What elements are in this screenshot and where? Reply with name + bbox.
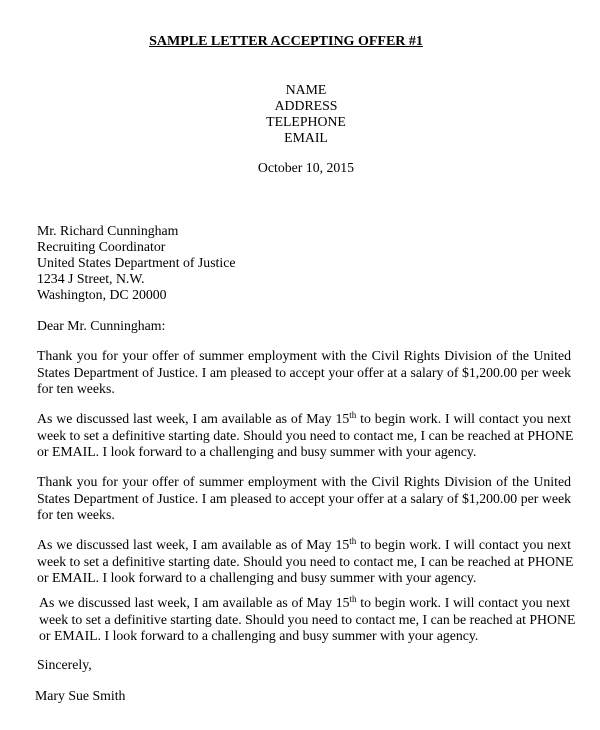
sender-telephone: TELEPHONE xyxy=(266,114,346,129)
paragraph-line: As we discussed last week, I am available as of May 15th to begin work. I will contact you next xyxy=(39,594,571,610)
salutation: Dear Mr. Cunningham: xyxy=(37,318,166,333)
paragraph-line: States Department of Justice. I am pleased to accept your offer at a salary of $1,200.00 per week xyxy=(37,364,571,380)
offer-paragraph-2 xyxy=(37,474,571,524)
signature-name: Mary Sue Smith xyxy=(35,688,126,703)
offer-paragraph-1 xyxy=(37,348,571,398)
recipient-name: Mr. Richard Cunningham xyxy=(37,223,179,238)
paragraph-line: for ten weeks. xyxy=(37,381,115,396)
recipient-street: 1234 J Street, N.W. xyxy=(37,271,145,286)
paragraph-line: As we discussed last week, I am available as of May 15th to begin work. I will contact you next xyxy=(37,410,572,426)
availability-paragraph-1 xyxy=(37,410,574,461)
paragraph-line: week to set a definitive starting date. Should you need to contact me, I can be reached at PHONE xyxy=(37,427,574,443)
letter-title: SAMPLE LETTER ACCEPTING OFFER #1 xyxy=(149,34,423,49)
paragraph-line: or EMAIL. I look forward to a challenging and busy summer with your agency. xyxy=(37,570,477,585)
recipient-org: United States Department of Justice xyxy=(37,255,236,270)
recipient-city: Washington, DC 20000 xyxy=(37,287,167,302)
paragraph-line: As we discussed last week, I am available as of May 15th to begin work. I will contact you next xyxy=(37,536,572,552)
paragraph-line: week to set a definitive starting date. Should you need to contact me, I can be reached at PHONE xyxy=(39,611,576,627)
sender-address: ADDRESS xyxy=(274,98,338,113)
sender-name: NAME xyxy=(285,82,327,97)
paragraph-line: Thank you for your offer of summer employment with the Civil Rights Division of the United xyxy=(37,474,571,489)
letter-date: October 10, 2015 xyxy=(257,160,355,175)
paragraph-line: for ten weeks. xyxy=(37,507,115,522)
paragraph-line: or EMAIL. I look forward to a challenging and busy summer with your agency. xyxy=(37,444,477,459)
availability-paragraph-2 xyxy=(37,536,574,587)
paragraph-line: Thank you for your offer of summer employment with the Civil Rights Division of the United xyxy=(37,348,571,363)
sender-email: EMAIL xyxy=(284,130,328,145)
availability-paragraph-3 xyxy=(39,594,576,645)
paragraph-line: or EMAIL. I look forward to a challenging and busy summer with your agency. xyxy=(39,628,479,643)
closing: Sincerely, xyxy=(37,657,92,672)
paragraph-line: week to set a definitive starting date. Should you need to contact me, I can be reached at PHONE xyxy=(37,553,574,569)
recipient-title: Recruiting Coordinator xyxy=(37,239,166,254)
paragraph-line: States Department of Justice. I am pleased to accept your offer at a salary of $1,200.00 per week xyxy=(37,490,571,506)
